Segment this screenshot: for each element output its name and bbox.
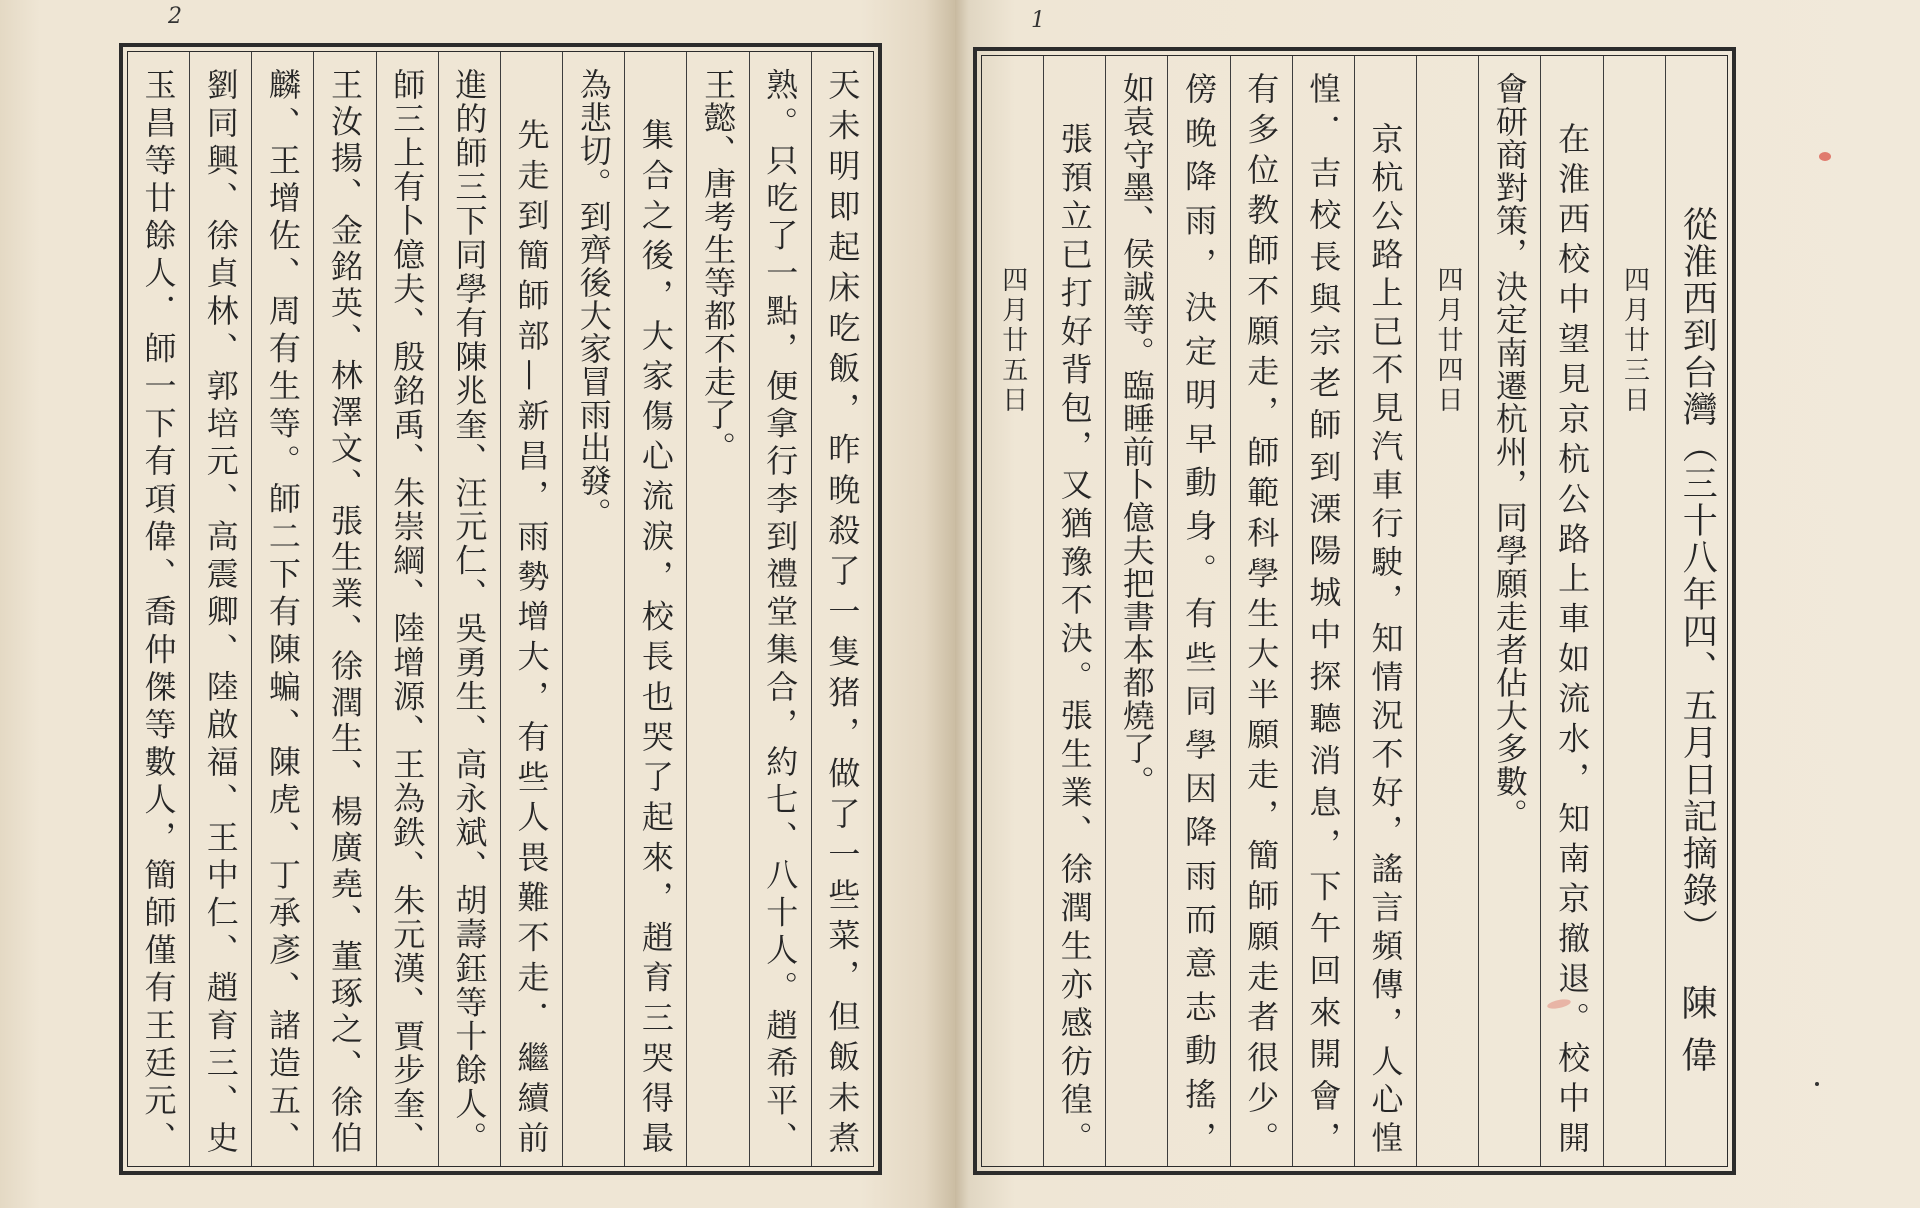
column-text: 王懿、唐考生等都不走了。 bbox=[699, 68, 738, 464]
column-text: 如袁守墨、侯誠等。臨睡前卜億夫把書本都燒了。 bbox=[1117, 72, 1156, 798]
column-text: 先走到簡師部—新昌，雨勢增大，有些人畏難不走．繼續前 bbox=[512, 118, 551, 1154]
text-column bbox=[377, 52, 439, 1166]
column-text: 傍晚降雨，決定明早動身。有些同學因降雨而意志動搖， bbox=[1180, 72, 1219, 1154]
column-text: 集合之後，大家傷心流淚，校長也哭了起來，趙育三哭得最 bbox=[636, 118, 675, 1154]
author-name: 陳偉 bbox=[1675, 984, 1717, 1088]
page-left bbox=[0, 0, 955, 1208]
text-column bbox=[439, 52, 501, 1166]
red-ink-mark bbox=[1819, 152, 1831, 161]
column-grid bbox=[981, 55, 1728, 1167]
column-text: 有多位教師不願走，師範科學生大半願走，簡師願走者很少。 bbox=[1242, 72, 1281, 1154]
page-frame bbox=[119, 43, 882, 1175]
column-text: 熟。只吃了一點，便拿行李到禮堂集合，約七、八十人。趙希平、 bbox=[761, 68, 800, 1154]
page-number: 1 bbox=[1031, 8, 1045, 33]
date-column bbox=[1417, 56, 1479, 1166]
text-column bbox=[128, 52, 190, 1166]
column-text: 京杭公路上已不見汽車行駛，知情況不好，謠言頻傳，人心惶 bbox=[1366, 122, 1405, 1154]
text-column bbox=[563, 52, 625, 1166]
page-right bbox=[955, 0, 1920, 1208]
column-text: 惶．吉校長與宗老師到溧陽城中探聽消息，下午回來開會， bbox=[1304, 72, 1343, 1154]
page-frame bbox=[973, 47, 1736, 1175]
column-text: 天未明即起床吃飯，昨晚殺了一隻猪，做了一些菜，但飯未煮 bbox=[823, 68, 862, 1154]
date-text: 四月廿五日 bbox=[997, 266, 1028, 416]
text-column bbox=[1541, 56, 1603, 1166]
column-text: 王汝揚、金銘英、林澤文、張生業、徐潤生、楊廣堯、董琢之、徐伯 bbox=[326, 68, 365, 1154]
date-column bbox=[1604, 56, 1666, 1166]
text-column bbox=[1231, 56, 1293, 1166]
column-text: 師三上有卜億夫、殷銘禹、朱崇綱、陸增源、王為鉄、朱元漢、賈步奎、 bbox=[388, 68, 427, 1154]
text-column bbox=[1293, 56, 1355, 1166]
page-number: 2 bbox=[168, 4, 182, 29]
text-column bbox=[750, 52, 812, 1166]
text-column bbox=[314, 52, 376, 1166]
text-column bbox=[687, 52, 749, 1166]
title-column bbox=[1666, 56, 1727, 1166]
text-column bbox=[1479, 56, 1541, 1166]
text-column bbox=[501, 52, 563, 1166]
text-column bbox=[1168, 56, 1230, 1166]
column-text: 麟、王增佐、周有生等。師二下有陳蝙、陳虎、丁承彥、諸造五、 bbox=[263, 68, 302, 1154]
text-column bbox=[190, 52, 252, 1166]
column-grid bbox=[127, 51, 874, 1167]
ink-speck bbox=[1815, 1082, 1819, 1086]
column-text: 會研商對策，決定南遷杭州，同學願走者佔大多數。 bbox=[1490, 72, 1529, 831]
text-column bbox=[625, 52, 687, 1166]
column-text: 為悲切。到齊後大家冒雨出發。 bbox=[574, 68, 613, 530]
date-text: 四月廿四日 bbox=[1432, 266, 1463, 416]
text-column bbox=[1106, 56, 1168, 1166]
date-column bbox=[982, 56, 1044, 1166]
text-column bbox=[1044, 56, 1106, 1166]
date-text: 四月廿三日 bbox=[1619, 266, 1650, 416]
column-text: 劉同興、徐貞林、郭培元、高震卿、陸啟福、王中仁、趙育三、史 bbox=[201, 68, 240, 1154]
column-text: 張預立已打好背包，又猶豫不決。張生業、徐潤生亦感彷徨。 bbox=[1055, 122, 1094, 1154]
text-column bbox=[812, 52, 873, 1166]
text-column bbox=[1355, 56, 1417, 1166]
column-text: 玉昌等廿餘人．師一下有項偉、喬仲傑等數人，簡師僅有王廷元、 bbox=[139, 68, 178, 1154]
column-text: 在淮西校中望見京杭公路上車如流水，知南京撤退。校中開 bbox=[1553, 122, 1592, 1154]
text-column bbox=[252, 52, 314, 1166]
column-text: 進的師三下同學有陳兆奎、汪元仁、吳勇生、高永斌、胡壽鈺等十餘人。 bbox=[450, 68, 489, 1154]
title-text: 從淮西到台灣（三十八年四、五月日記摘錄） bbox=[1677, 206, 1718, 946]
